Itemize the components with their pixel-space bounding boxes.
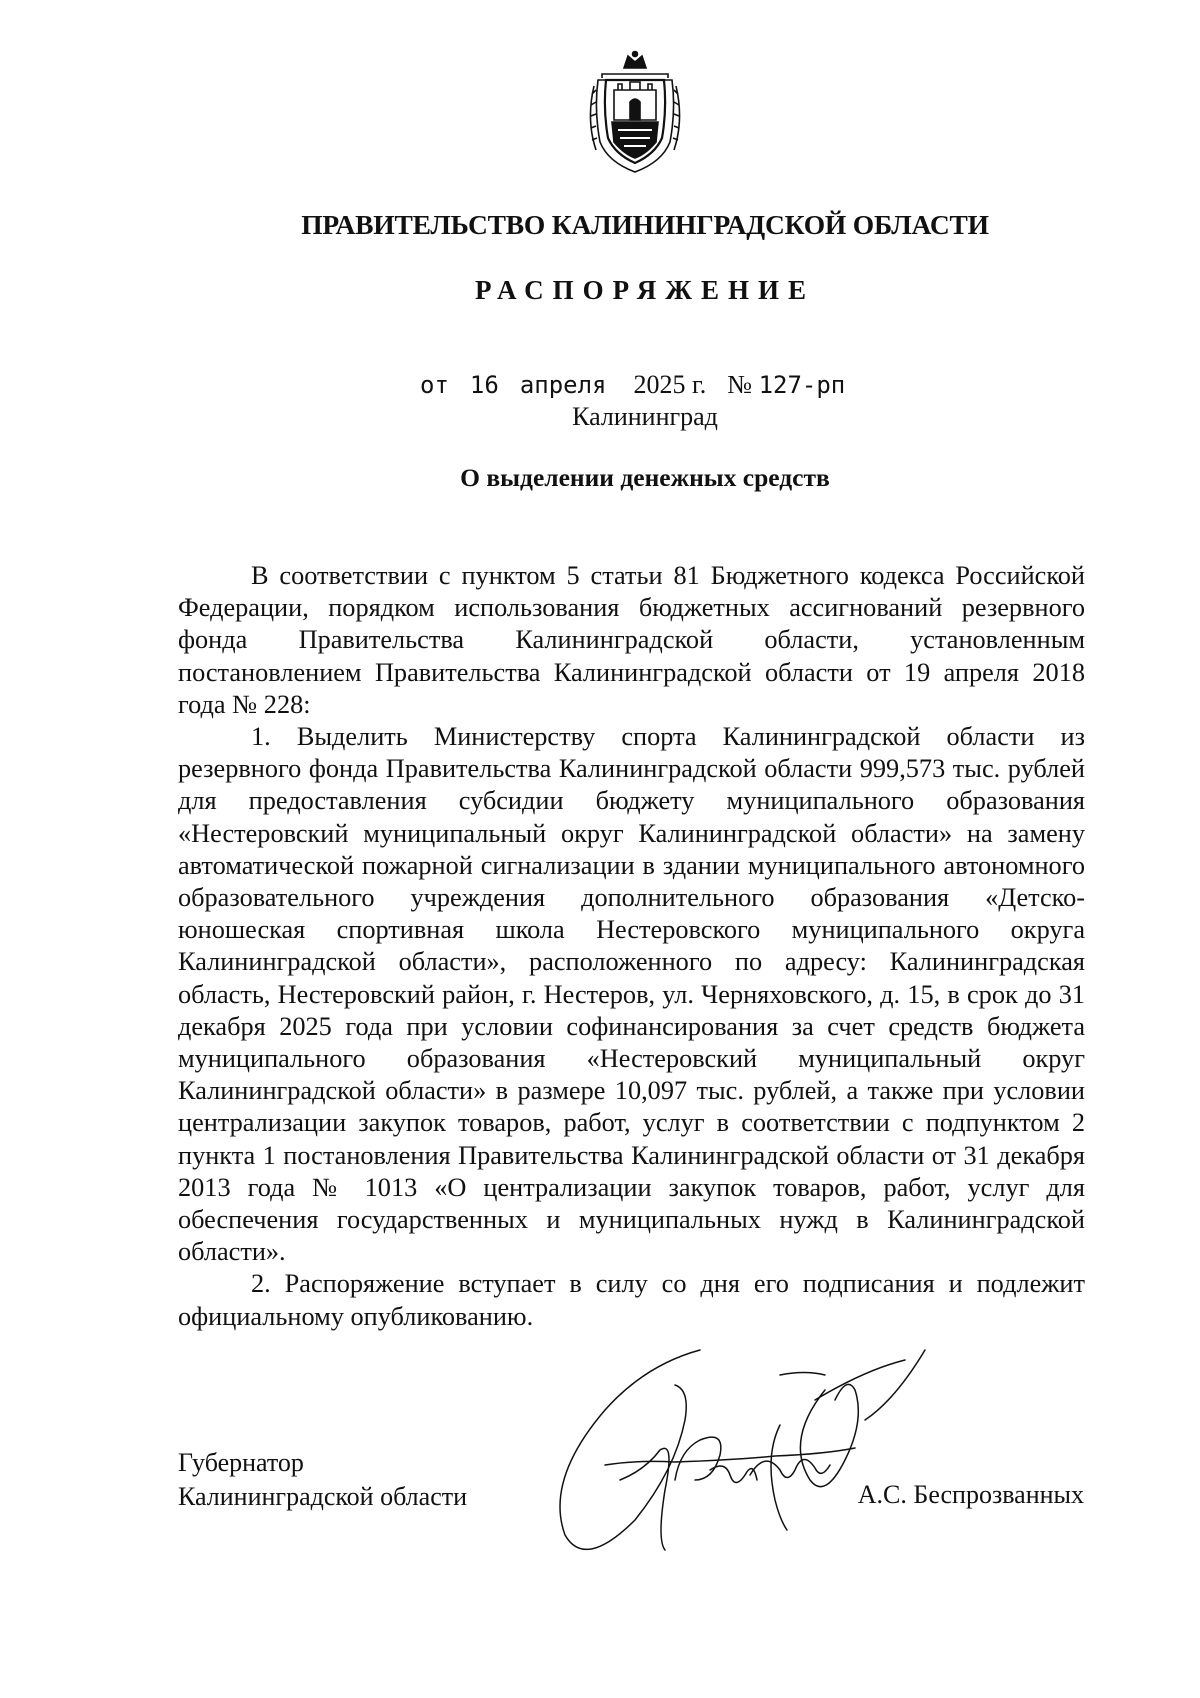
document-body — [178, 560, 1085, 1333]
number-sign: № — [727, 370, 753, 399]
date-day: 16 — [469, 371, 499, 399]
preamble-paragraph: В соответствии с пунктом 5 статьи 81 Бюджетного кодекса Российской Федерации, порядком использования бюджетных ассигнований резервного фонда Правительства Калининградской области, установленным постановлением Правительства Калининградской области от 19 апреля 2018 года № 228: — [178, 561, 1085, 719]
date-month: апреля — [519, 371, 607, 399]
date-number-line — [420, 370, 845, 400]
position-line-1: Губернатор — [178, 1448, 304, 1477]
document-type: РАСПОРЯЖЕНИЕ — [474, 275, 816, 305]
signatory-name: А.С. Беспрозванных — [857, 1480, 1084, 1509]
handwritten-signature-icon — [525, 1330, 935, 1580]
signatory-position — [178, 1446, 467, 1514]
coat-of-arms-icon — [584, 50, 686, 176]
item-2-paragraph: 2. Распоряжение вступает в силу со дня его подписания и подлежит официальному опубликованию. — [178, 1269, 1085, 1331]
position-line-2: Калининградской области — [178, 1482, 468, 1511]
city: Калининград — [572, 402, 718, 431]
organization-title: ПРАВИТЕЛЬСТВО КАЛИНИНГРАДСКОЙ ОБЛАСТИ — [301, 209, 989, 240]
document-subject: О выделении денежных средств — [460, 463, 830, 492]
document-number: 127-рп — [758, 371, 846, 399]
item-1-paragraph: 1. Выделить Министерству спорта Калининградской области из резервного фонда Правительства Калининградской области 999,573 тыс. рублей для предоставления субсидии бюджету муниципального образования «Нестеровский муниципальный округ Калининградской области» на замену автоматической пожарной сигнализации в здании муниципального автономного образовательного учреждения дополнительного образования «Детско-юношеская спортивная школа Нестеровского муниципального округа Калининградской области», расположенного по адресу: Калининградская область, Нестеровский район, г. Нестеров, ул. Черняховского, д. 15, в срок до 31 декабря 2025 года при условии софинансирования за счет средств бюджета муниципального образования «Нестеровский муниципальный округ Калининградской области» в размере 10,097 тыс. рублей, а также при условии централизации закупок товаров, работ, услуг в соответствии с подпунктом 2 пункта 1 постановления Правительства Калининградской области от 31 декабря 2013 года № 1013 «О централизации закупок товаров, работ, услуг для обеспечения государственных и муниципальных нужд в Калининградской области». — [178, 722, 1085, 1267]
date-year: 2025 г. — [633, 370, 707, 399]
date-prefix: от — [420, 371, 449, 399]
